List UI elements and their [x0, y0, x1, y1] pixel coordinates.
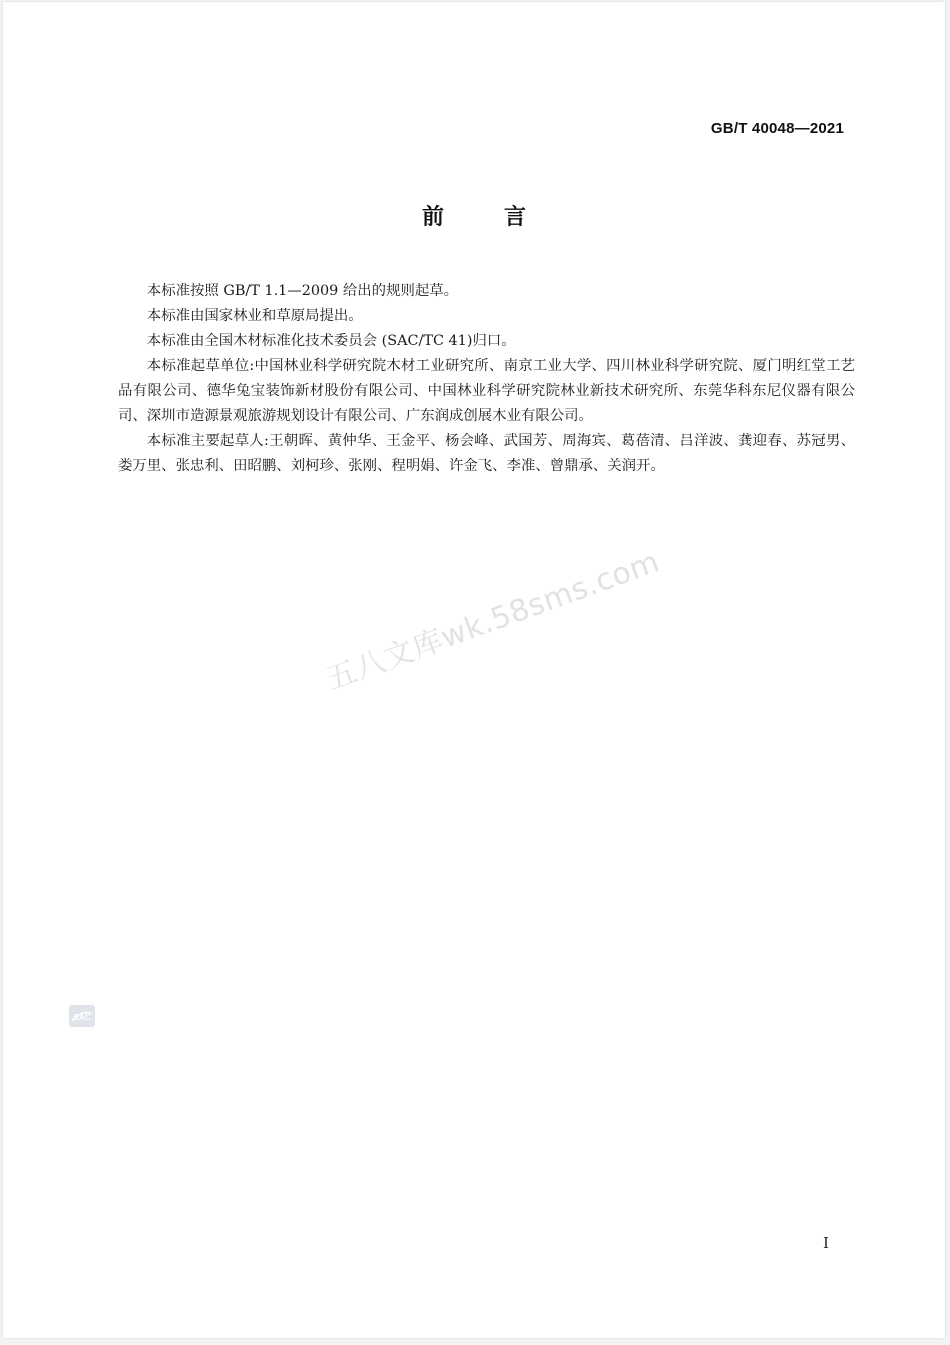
paragraph-committee: 本标准由全国木材标准化技术委员会 (SAC/TC 41)归口。 [146, 333, 516, 349]
document-page [3, 2, 945, 1338]
page-title: 前言 [421, 205, 586, 230]
paragraph-proposer: 本标准由国家林业和草原局提出。 [146, 308, 363, 324]
paragraph-drafting-rules: 本标准按照 GB/T 1.1—2009 给出的规则起草。 [146, 283, 459, 299]
sac-logo-text: SAC [73, 1013, 91, 1022]
paragraph-drafting-units: 本标准起草单位:中国林业科学研究院木材工业研究所、南京工业大学、四川林业科学研究院、厦门明红堂工艺品有限公司、德华兔宝装饰新材股份有限公司、中国林业科学研究院林业新技术研究所、东莞华科东尼仪器有限公司、深圳市造源景观旅游规划设计有限公司、广东润成创展木业有限公司。 [118, 358, 855, 424]
paragraph-drafters: 本标准主要起草人:王朝晖、黄仲华、王金平、杨会峰、武国芳、周海宾、葛蓓清、吕洋波、龚迎春、苏冠男、娄万里、张忠利、田昭鹏、刘柯珍、张刚、程明娟、许金飞、李准、曾鼎承、关润开。 [118, 433, 855, 474]
page-number: I [823, 1234, 829, 1252]
sac-logo-icon [69, 1005, 95, 1027]
watermark: 五八文库wk.58sms.com [321, 544, 665, 698]
standard-code: GB/T 40048—2021 [710, 120, 844, 137]
foreword-body [118, 279, 855, 479]
